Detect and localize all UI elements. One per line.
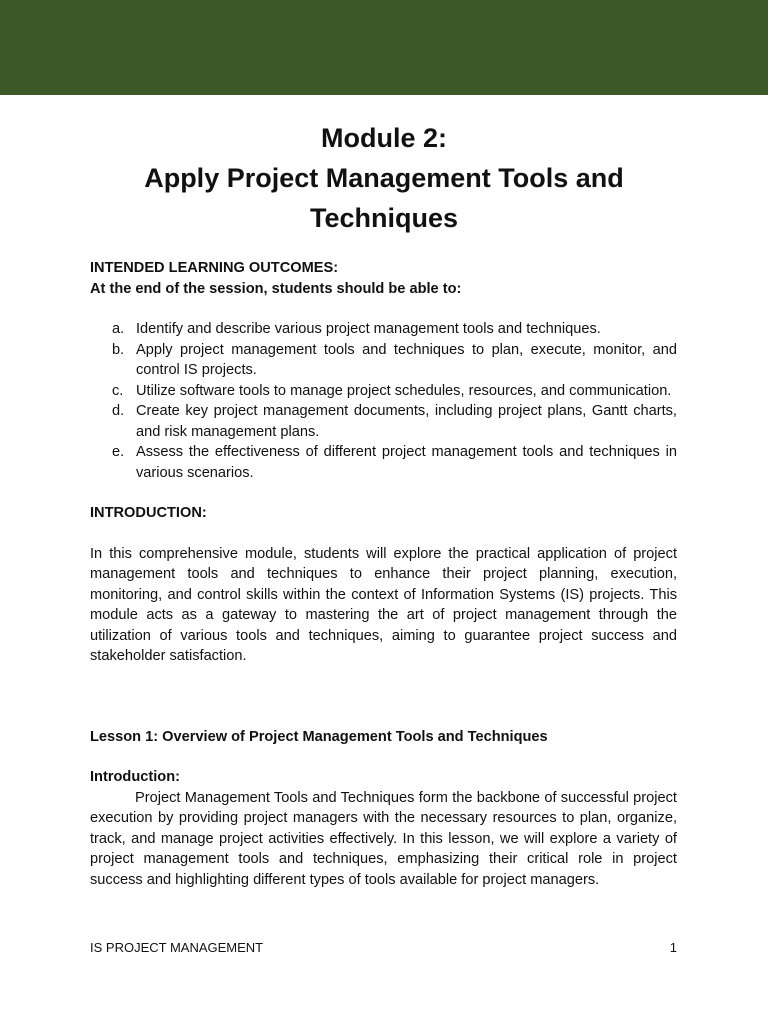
introduction-heading: INTRODUCTION: [90,505,207,521]
lesson-title: Lesson 1: Overview of Project Management Tools and Techniques [90,728,548,745]
list-item-text: Identify and describe various project management tools and techniques. [136,321,601,337]
list-item [90,381,677,402]
list-item [90,442,677,483]
list-item-text: Create key project management documents, including project plans, Gantt charts, and risk management plans. [136,403,677,440]
module-title-line-1: Module 2: [321,123,447,153]
introduction-body: In this comprehensive module, students will explore the practical application of project management tools and techniques to enhance their project planning, execution, monitoring, and control skills within the context of Information Systems (IS) projects. This module acts as a gateway to mastering the art of project management through the utilization of various tools and techniques, aiming to guarantee project success and stakeholder satisfaction. [90,545,677,664]
list-item-text: Utilize software tools to manage project schedules, resources, and communication. [136,382,672,399]
list-item [90,401,677,442]
page-number: 1 [669,940,677,955]
outcomes-list [90,319,677,483]
list-item-text: Apply project management tools and techniques to plan, execute, monitor, and control IS projects. [136,341,677,378]
module-title-line-3: Techniques [309,203,459,233]
list-marker: e. [112,444,125,460]
outcomes-heading: INTENDED LEARNING OUTCOMES: [90,260,339,276]
header-band [0,0,768,95]
list-item [90,319,677,340]
list-marker: d. [112,403,125,419]
list-item-text: Assess the effectiveness of different project management tools and techniques in various scenarios. [136,444,677,481]
list-marker: b. [112,341,125,358]
lesson-intro-body: Project Management Tools and Techniques form the backbone of successful project execution by providing project managers with the necessary resources to plan, organize, track, and manage project activities effectively. In this lesson, we will explore a variety of project management tools and techniques, emphasizing their critical role in project success and highlighting different types of tools available for project managers. [90,789,677,888]
document-body [90,258,677,890]
page-footer [90,940,677,955]
lesson-intro-heading: Introduction: [90,769,180,785]
footer-title: IS PROJECT MANAGEMENT [90,940,264,955]
module-title-line-2: Apply Project Management Tools and [144,163,624,193]
list-marker: c. [112,382,124,399]
list-item [90,340,677,381]
outcomes-subheading: At the end of the session, students should be able to: [90,280,462,297]
list-marker: a. [112,321,125,337]
module-title [0,118,768,238]
